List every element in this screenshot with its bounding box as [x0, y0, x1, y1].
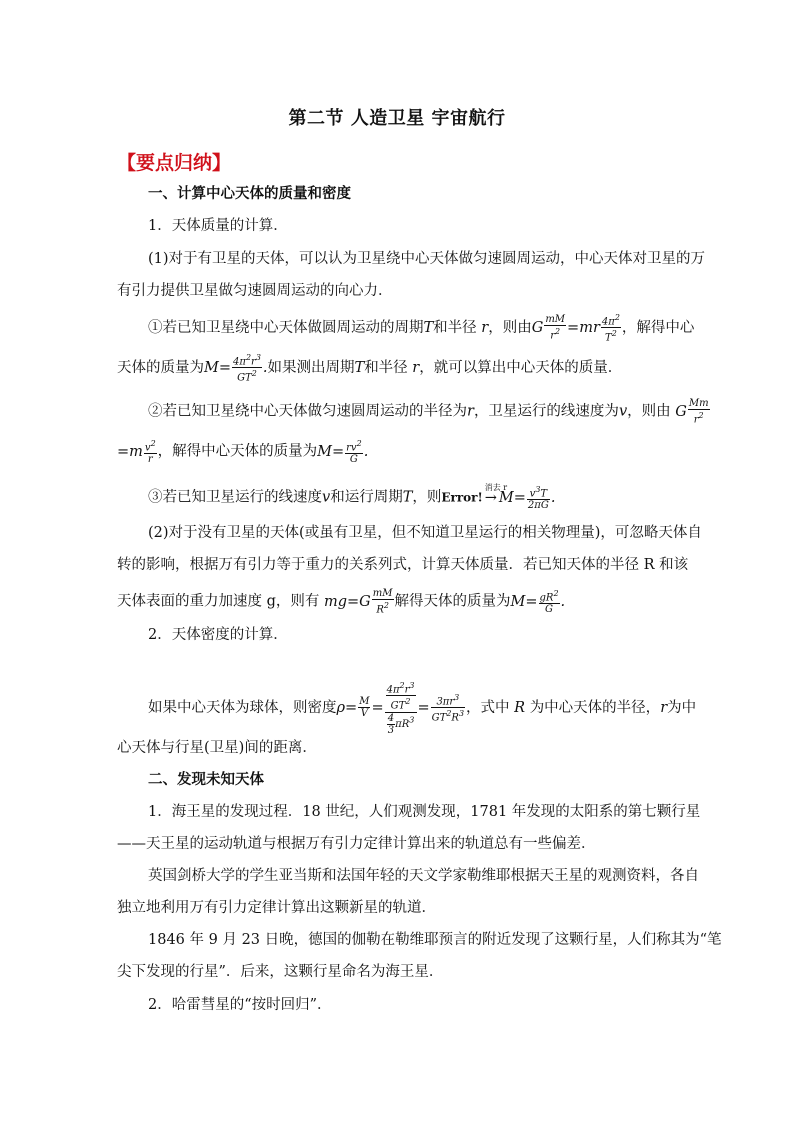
text: ，则由	[627, 403, 671, 420]
fraction: $\frac{4\pi^2}{T^2}$	[601, 313, 620, 344]
fraction: $\frac{M}{V}$	[359, 696, 370, 720]
var-T: T	[423, 319, 434, 336]
page-title: 第二节 人造卫星 宇宙航行	[288, 108, 506, 129]
item-halley: 2．哈雷彗星的“按时回归”．	[148, 997, 332, 1013]
text: ，卫星运行的线速度为	[473, 403, 619, 420]
para-12-line-2: 独立地利用万有引力定律计算出这颗新星的轨道．	[117, 900, 436, 916]
para-4-line	[148, 398, 709, 426]
formula: G $\frac{mM}{r^2}$ =mr $\frac{4\pi^2}{T^2}$	[531, 313, 620, 344]
text: ，式中	[466, 699, 510, 716]
para-12-line-1: 英国剑桥大学的学生亚当斯和法国年轻的天文学家勒维耶根据天王星的观测资料，各自	[148, 868, 699, 884]
formula: M= $\frac{rv^2}{G}$ .	[317, 439, 369, 466]
formula: =m $\frac{v^2}{r}$	[117, 439, 156, 466]
error-text: Error!	[441, 490, 483, 505]
para-7-line-1: (2)对于没有卫星的天体(或虽有卫星，但不知道卫星运行的相关物理量)，可忽略天体自	[148, 525, 702, 541]
fraction: $\frac{v^2}{r}$	[144, 439, 156, 466]
text: ，解得中心天体的质量为	[157, 443, 318, 460]
heading-mass-density: 一、计算中心天体的质量和密度	[148, 186, 351, 202]
para-3-line	[117, 352, 677, 384]
para-13-line-1: 1846 年 9 月 23 日晚，德国的伽勒在勒维耶预言的附近发现了这颗行星，人们称其为“笔	[148, 932, 722, 948]
formula: M= $\frac{v^3T}{2\pi G}$ .	[498, 485, 556, 512]
formula: mg=G $\frac{mM}{R^2}$	[319, 588, 393, 616]
fraction: $\frac{v^3T}{2\pi G}$	[527, 485, 549, 512]
formula: G $\frac{Mm}{r^2}$	[670, 398, 709, 426]
text: 和半径	[433, 319, 477, 336]
para-8-line	[117, 588, 677, 615]
para-2-line	[148, 312, 695, 344]
text: 如果测出周期	[267, 359, 355, 376]
formula: ρ= $\frac{M}{V}$ = $\frac{4\pi^2r^3}{GT^2}$ $\frac{4}{3}$ $\pi R^3$ = $\frac{3\pi r^3}{GT^2R^3}$	[336, 681, 465, 736]
section-label: 【要点归纳】	[117, 152, 232, 174]
para-1-line-1: (1)对于有卫星的天体，可以认为卫星绕中心天体做匀速圆周运动，中心天体对卫星的万	[148, 251, 706, 267]
para-10-line: 心天体与行星(卫星)间的距离．	[117, 740, 317, 756]
fraction: $\frac{4\pi^2r^3}{GT^2}$ $\frac{4}{3}$ $\pi R^3$	[386, 681, 415, 736]
item-density-calc: 2．天体密度的计算．	[148, 627, 288, 643]
formula: M= $\frac{gR^2}{G}$ .	[510, 589, 566, 616]
para-5-line	[117, 438, 677, 465]
fraction: $\frac{mM}{r^2}$	[545, 314, 566, 342]
text: 为中	[667, 699, 697, 716]
fraction: $\frac{rv^2}{G}$	[346, 439, 362, 466]
arrow-label: 消去 r	[484, 482, 508, 492]
para-13-line-2: 尖下发现的行星”．后来，这颗行星命名为海王星．	[117, 964, 444, 980]
fraction: $\frac{4\pi^2r^3}{GT^2}$	[233, 353, 261, 384]
text: ①若已知卫星绕中心天体做圆周运动的周期	[148, 319, 424, 336]
text: ③若已知卫星运行的线速度	[148, 489, 322, 506]
fraction: $\frac{mM}{R^2}$	[372, 588, 393, 616]
formula: M= $\frac{4\pi^2r^3}{GT^2}$ .	[204, 353, 268, 384]
para-6-line	[148, 484, 678, 511]
var-R: R	[509, 699, 530, 716]
text: ，就可以算出中心天体的质量．	[419, 359, 623, 376]
heading-discover: 二、发现未知天体	[148, 772, 264, 788]
text: ，解得中心	[621, 319, 695, 336]
para-11-line-1: 1．海王星的发现过程．18 世纪，人们观测发现，1781 年发现的太阳系的第七颗行星	[148, 804, 701, 820]
var-T: T	[354, 359, 365, 376]
var-r: r	[660, 699, 668, 716]
item-mass-calc: 1．天体质量的计算．	[148, 218, 288, 234]
text: 为中心天体的半径，	[529, 699, 661, 716]
arrow: 消去 r →	[485, 488, 497, 508]
para-9-line	[148, 680, 697, 736]
text: 天体表面的重力加速度 g，则有	[117, 593, 320, 610]
text: 解得天体的质量为	[394, 593, 511, 610]
var-r: r	[467, 403, 474, 420]
fraction: $\frac{3\pi r^3}{GT^2R^3}$	[431, 693, 465, 724]
para-7-line-2: 转的影响，根据万有引力等于重力的关系列式，计算天体质量．若已知天体的半径 R 和该	[117, 557, 689, 573]
var-r: r	[476, 319, 489, 336]
fraction: $\frac{Mm}{r^2}$	[688, 398, 709, 426]
var-r: r	[407, 359, 420, 376]
para-1-line-2: 有引力提供卫星做匀速圆周运动的向心力．	[117, 283, 393, 299]
var-v: v	[618, 403, 628, 420]
var-T: T	[402, 489, 413, 506]
text: ，则	[412, 489, 442, 506]
text: ②若已知卫星绕中心天体做匀速圆周运动的半径为	[148, 403, 467, 420]
var-v: v	[322, 489, 331, 506]
para-11-line-2: ——天王星的运动轨道与根据万有引力定律计算出来的轨道总有一些偏差．	[117, 836, 596, 852]
text: 天体的质量为	[117, 359, 204, 376]
text: ，则由	[488, 319, 532, 336]
text: 和运行周期	[330, 489, 403, 506]
text: 如果中心天体为球体，则密度	[148, 699, 337, 716]
text: 和半径	[364, 359, 408, 376]
fraction: $\frac{gR^2}{G}$	[539, 589, 559, 616]
